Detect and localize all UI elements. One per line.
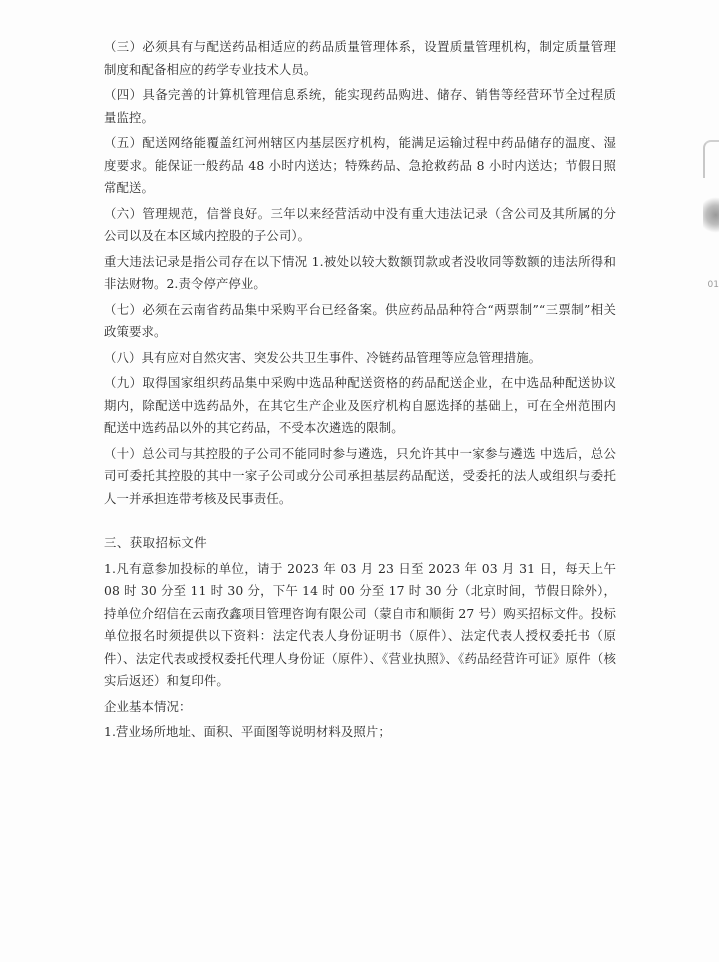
paragraph-purchase-instructions: 1.凡有意参加投标的单位，请于 2023 年 03 月 23 日至 2023 年 03 月 31 日，每天上午 08 时 30 分至 11 时 30 分，下午 14 时 00 分至 17 时 30 分（北京时间，节假日除外），持单位介绍信在云南孜鑫项目管理咨询有限公司（蒙自市和顺街 27 号）购买招标文件。投标单位报名时须提供以下资料：法定代表人身份证明书（原件）、法定代表人授权委托书（原件）、法定代表或授权委托代理人身份证（原件）、《营业执照》、《药品经营许可证》原件（核实后返还）和复印件。 [104,560,616,688]
paragraph-requirement-7: （七）必须在云南省药品集中采购平台已经备案。供应药品品种符合“两票制”“三票制”相关政策要求。 [104,301,616,339]
adjacent-page-edge [701,120,719,320]
edge-stamp-fragment [703,195,719,235]
paragraph-requirement-5: （五）配送网络能覆盖红河州辖区内基层医疗机构，能满足运输过程中药品储存的温度、湿度要求。能保证一般药品 48 小时内送达；特殊药品、急抢救药品 8 小时内送达；节假日照常配送。 [104,135,616,195]
edge-glyph-fragment [703,140,719,178]
paragraph-requirement-8: （八）具有应对自然灾害、突发公共卫生事件、冷链药品管理等应急管理措施。 [104,349,542,365]
edge-text-fragment: 01 [707,280,719,290]
document-body [104,36,616,747]
paragraph-company-info-item-1: 1.营业场所地址、面积、平面图等说明材料及照片； [104,724,391,739]
paragraph-requirement-10: （十）总公司与其控股的子公司不能同时参与遴选，只允许其中一家参与遴选 中选后，总公司可委托其控股的其中一家子公司或分公司承担基层药品配送，受委托的法人或组织与委托人一并承担连带考核及民事责任。 [104,445,616,506]
paragraph-requirement-3: （三）必须具有与配送药品相适应的药品质量管理体系，设置质量管理机构，制定质量管理制度和配备相应的药学专业技术人员。 [104,39,616,77]
paragraph-requirement-6: （六）管理规范，信誉良好。三年以来经营活动中没有重大违法记录（含公司及其所属的分公司以及在本区域内控股的子公司）。 [104,205,616,243]
paragraph-requirement-4: （四）具备完善的计算机管理信息系统，能实现药品购进、储存、销售等经营环节全过程质量监控。 [104,87,616,125]
paragraph-company-info-label: 企业基本情况： [104,698,192,714]
paragraph-requirement-9: （九）取得国家组织药品集中采购中选品种配送资格的药品配送企业，在中选品种配送协议期内，除配送中选药品外，在其它生产企业及医疗机构自愿选择的基础上，可在全州范围内配送中选药品以外的其它药品，不受本次遴选的限制。 [104,375,616,435]
paragraph-major-violation-note: 重大违法记录是指公司存在以下情况 1.被处以较大数额罚款或者没收同等数额的违法所得和非法财物。2.责令停产停业。 [104,253,616,291]
section-heading-obtain-documents: 三、获取招标文件 [104,535,208,550]
